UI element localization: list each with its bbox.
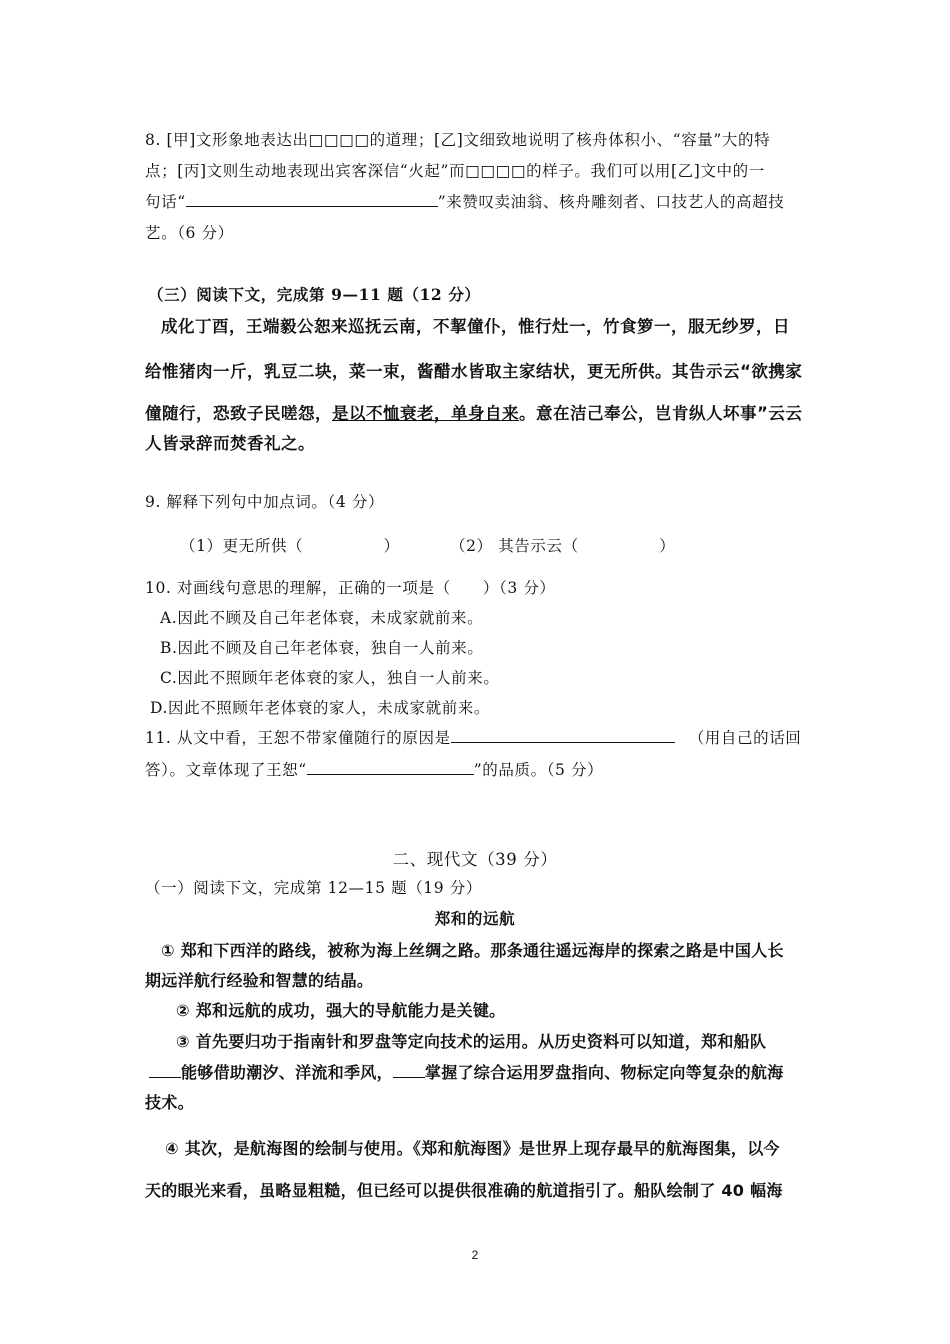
q8-line-3-suffix: ”来赞叹卖油翁、核舟雕刻者、口技艺人的高超技	[437, 193, 785, 211]
q8-line-3	[145, 190, 784, 212]
q8-line-1: 8. [甲]文形象地表达出□□□□的道理；[乙]文细致地说明了核舟体积小、“容量”大的特	[145, 131, 771, 149]
q10-option-a: A.因此不顾及自己年老体衰，未成家就前来。	[160, 609, 484, 627]
answer-blank	[149, 1065, 181, 1078]
article-p3-line-1: ③ 首先要归功于指南针和罗盘等定向技术的运用。从历史资料可以知道，郑和船队	[176, 1032, 767, 1051]
part2-subheading: （一）阅读下文，完成第 12—15 题（19 分）	[145, 879, 482, 897]
article-title: 郑和的远航	[434, 910, 516, 928]
article-p3-line-2-end: 掌握了综合运用罗盘指向、物标定向等复杂的航海	[424, 1063, 784, 1082]
passage-line-3-start: 僮随行，恐致子民嗟怨，	[145, 404, 332, 423]
q10-option-b: B.因此不顾及自己年老体衰，独自一人前来。	[160, 639, 484, 657]
answer-blank	[451, 728, 675, 743]
q9-stem: 9. 解释下列句中加点词。（4 分）	[145, 493, 385, 511]
passage-line-3-end: 。意在洁己奉公，岂肯纵人坏事”云云	[519, 404, 803, 423]
page-number: 2	[471, 1248, 479, 1262]
section3-heading: （三）阅读下文，完成第 9—11 题（12 分）	[148, 285, 481, 304]
article-p1-line-2: 期远洋航行经验和智慧的结晶。	[145, 971, 374, 990]
q11-line-1-suffix: （用自己的话回	[688, 729, 802, 747]
article-p1-line-1: ① 郑和下西洋的路线，被称为海上丝绸之路。那条通往遥远海岸的探索之路是中国人长	[161, 941, 784, 960]
q11-line-2	[145, 758, 603, 780]
q11-line-2-suffix: ”的品质。（5 分）	[473, 761, 604, 779]
q9-item-2: （2） 其告示云（ ）	[450, 537, 676, 555]
article-p4-line-1: ④ 其次，是航海图的绘制与使用。《郑和航海图》是世界上现存最早的航海图集，以今	[165, 1139, 780, 1158]
answer-blank	[307, 760, 474, 775]
passage-line-1: 成化丁酉，王端毅公恕来巡抚云南，不挈僮仆，惟行灶一，竹食箩一，服无纱罗，日	[161, 317, 790, 336]
q9-item-1: （1）更无所供（ ）	[180, 537, 400, 555]
q10-option-c: C.因此不照顾年老体衰的家人，独自一人前来。	[160, 669, 500, 687]
underlined-sentence: 是以不恤衰老，单身自来	[332, 404, 519, 423]
article-p3-line-2-mid: 能够借助潮汐、洋流和季风，	[181, 1063, 393, 1082]
q11-line-2-prefix: 答）。文章体现了王恕“	[145, 761, 307, 779]
answer-blank	[186, 192, 438, 207]
article-p3-line-3: 技术。	[145, 1093, 194, 1112]
q8-line-2: 点；[丙]文则生动地表现出宾客深信“火起”而□□□□的样子。我们可以用[乙]文中的一	[145, 162, 765, 180]
q10-stem: 10. 对画线句意思的理解，正确的一项是（ ）（3 分）	[145, 579, 556, 597]
passage-line-4: 人皆录辞而焚香礼之。	[145, 434, 315, 453]
article-p4-line-2: 天的眼光来看，虽略显粗糙，但已经可以提供很准确的航道指引了。船队绘制了 40 幅海	[145, 1181, 783, 1200]
part2-title: 二、现代文（39 分）	[392, 850, 558, 869]
q8-line-3-prefix: 句话“	[145, 193, 186, 211]
q11-line-1	[145, 726, 801, 748]
q8-line-4: 艺。（6 分）	[145, 224, 234, 242]
q11-line-1-prefix: 11. 从文中看，王恕不带家僮随行的原因是	[145, 729, 451, 747]
article-p3-line-2	[149, 1060, 784, 1083]
answer-blank	[393, 1065, 425, 1078]
q10-option-d: D.因此不照顾年老体衰的家人，未成家就前来。	[150, 699, 491, 717]
article-p2: ② 郑和远航的成功，强大的导航能力是关键。	[176, 1001, 506, 1020]
passage-line-2: 给惟猪肉一斤，乳豆二块，菜一束，酱醋水皆取主家结状，更无所供。其告示云“欲携家	[145, 362, 803, 381]
passage-line-3	[145, 400, 802, 424]
